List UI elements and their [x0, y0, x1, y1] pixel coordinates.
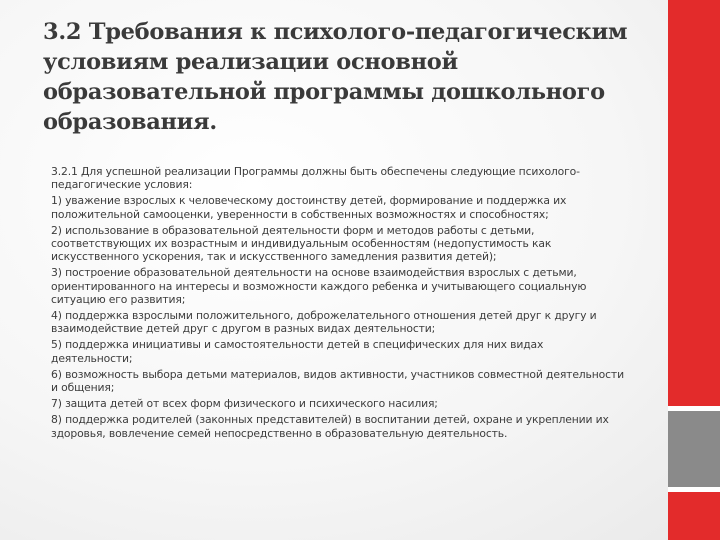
accent-bar-middle — [668, 411, 720, 487]
slide-title-line: 3.2 Требования к психолого-педагогическим — [43, 19, 628, 45]
slide-title-line: образования. — [43, 109, 217, 135]
condition-item: 7) защита детей от всех форм физического и психического насилия; — [51, 397, 438, 411]
intro-paragraph: 3.2.1 Для успешной реализации Программы должны быть обеспечены следующие психолого-педагогические условия: — [51, 165, 580, 192]
condition-item: 5) поддержка инициативы и самостоятельности детей в специфических для них видах деятельности; — [51, 338, 544, 365]
slide-title-line: образовательной программы дошкольного — [43, 79, 605, 105]
slide-title-line: условиям реализации основной — [43, 49, 458, 75]
condition-item: 4) поддержка взрослыми положительного, доброжелательного отношения детей друг к другу и взаимодействие детей друг с другом в разных видах деятельности; — [51, 309, 597, 336]
accent-bar-bottom — [668, 492, 720, 540]
slide-title — [43, 17, 653, 137]
condition-item: 8) поддержка родителей (законных представителей) в воспитании детей, охране и укреплении их здоровья, вовлечение семей непосредственно в образовательную деятельность. — [51, 413, 609, 440]
condition-item: 6) возможность выбора детьми материалов, видов активности, участников совместной деятельности и общения; — [51, 367, 624, 395]
condition-item: 1) уважение взрослых к человеческому достоинству детей, формирование и поддержка их положительной самооценки, уверенности в собственных возможностях и способностях; — [51, 194, 567, 221]
slide-body — [51, 165, 626, 443]
condition-item: 2) использование в образовательной деятельности форм и методов работы с детьми, соответствующих их возрастным и индивидуальным особенностям (недопустимость как искусственного ускорения, так и искусственного замедления развития детей); — [51, 223, 552, 264]
accent-bar-top — [668, 0, 720, 406]
condition-item: 3) построение образовательной деятельности на основе взаимодействия взрослых с детьми, ориентированного на интересы и возможности каждого ребенка и учитывающего социальную ситуацию его развития; — [51, 266, 587, 306]
